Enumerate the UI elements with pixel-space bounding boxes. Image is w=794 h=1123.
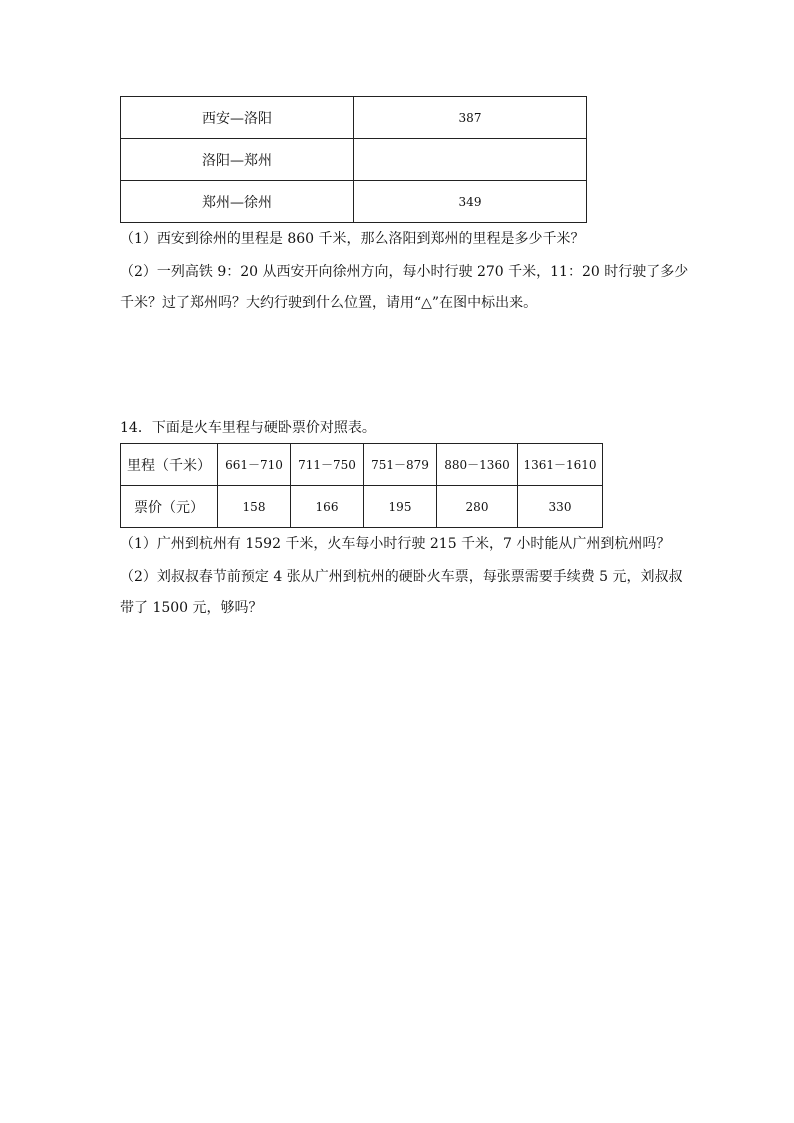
q14-title: 14．下面是火车里程与硬卧票价对照表。 [120,420,376,436]
distance-range-cell: 1361－1610 [518,444,603,486]
q13-part2-line2: 千米？过了郑州吗？大约行驶到什么位置，请用“△”在图中标出来。 [120,295,538,311]
distance-range-cell: 711－750 [291,444,364,486]
distance-range-cell: 880－1360 [437,444,518,486]
price-cell: 280 [437,486,518,528]
table-row [121,486,603,528]
q13-part2-line1: （2）一列高铁 9：20 从西安开向徐州方向，每小时行驶 270 千米，11：20 时行驶了多少 [120,264,689,280]
route-name-cell: 西安—洛阳 [121,97,354,139]
route-name-cell: 郑州—徐州 [121,181,354,223]
q14-part1: （1）广州到杭州有 1592 千米，火车每小时行驶 215 千米，7 小时能从广州到杭州吗？ [120,536,671,552]
q14-part2-line2: 带了 1500 元，够吗？ [120,600,263,616]
fare-table [120,443,603,528]
route-distance-cell [354,139,587,181]
route-name-cell: 洛阳—郑州 [121,139,354,181]
price-cell: 330 [518,486,603,528]
route-distance-cell: 387 [354,97,587,139]
price-cell: 158 [218,486,291,528]
price-cell: 195 [364,486,437,528]
price-cell: 166 [291,486,364,528]
q14-part2-line1: （2）刘叔叔春节前预定 4 张从广州到杭州的硬卧火车票，每张票需要手续费 5 元，刘叔叔 [120,569,683,585]
table-row [121,97,587,139]
table-row [121,139,587,181]
route-distance-cell: 349 [354,181,587,223]
route-distance-table [120,96,587,223]
q13-part1: （1）西安到徐州的里程是 860 千米，那么洛阳到郑州的里程是多少千米？ [120,231,585,247]
distance-range-cell: 751－879 [364,444,437,486]
distance-header-cell: 里程（千米） [121,444,218,486]
price-header-cell: 票价（元） [121,486,218,528]
distance-range-cell: 661－710 [218,444,291,486]
table-row [121,181,587,223]
table-row [121,444,603,486]
